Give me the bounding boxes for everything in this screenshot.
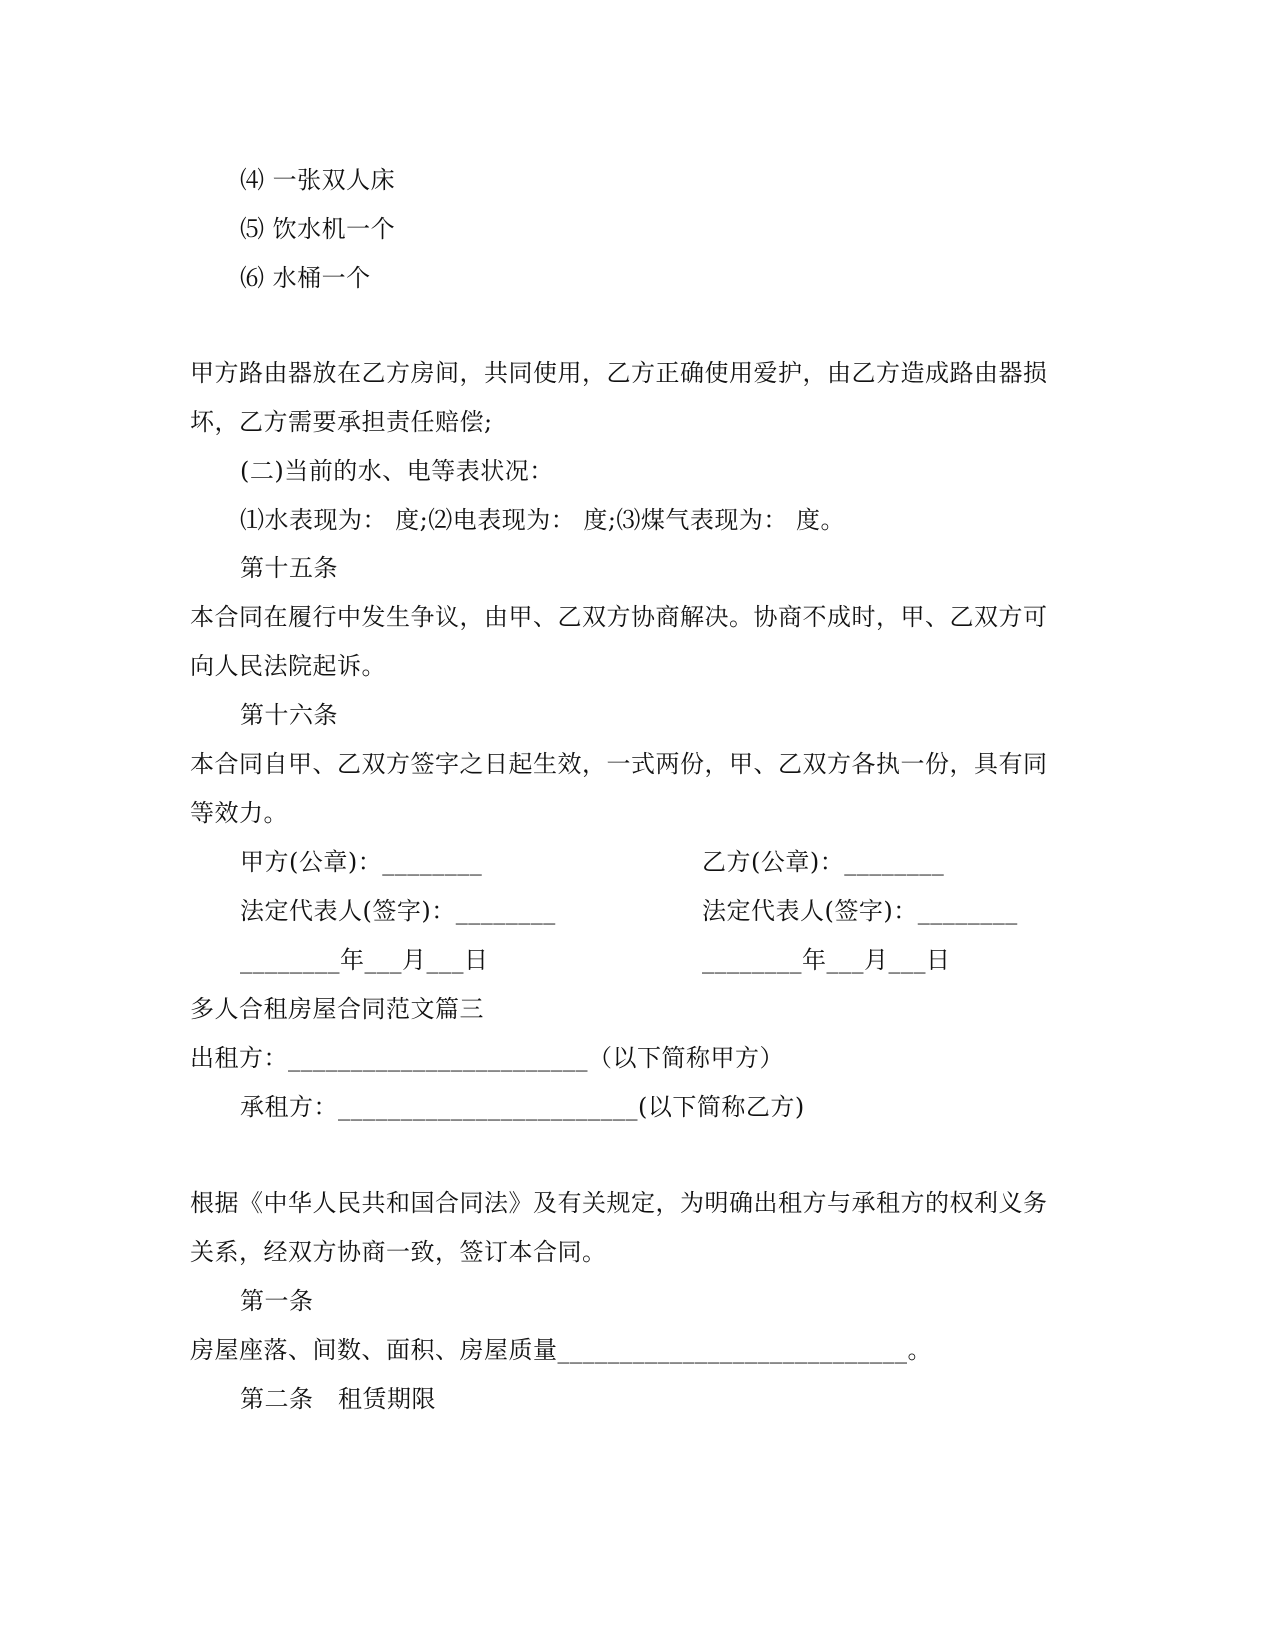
article15-title: 第十五条 xyxy=(240,554,338,582)
lessee-field: 承租方：________________________(以下简称乙方) xyxy=(240,1093,805,1121)
router-clause-line-2: 坏，乙方需要承担责任赔偿; xyxy=(190,408,493,436)
party-b-representative-field: 法定代表人(签字)：________ xyxy=(702,897,1018,925)
article16-title: 第十六条 xyxy=(240,701,338,729)
party-a-seal-field: 甲方(公章)：________ xyxy=(240,848,483,876)
meter-readings: ⑴水表现为： 度;⑵电表现为： 度;⑶煤气表现为： 度。 xyxy=(240,506,846,534)
article1-title: 第一条 xyxy=(240,1287,314,1315)
party-a-date-field: ________年___月___日 xyxy=(240,946,489,974)
lessor-field: 出租方：________________________（以下简称甲方） xyxy=(190,1044,784,1072)
inventory-item-6: ⑹ 水桶一个 xyxy=(240,264,371,292)
inventory-item-5: ⑸ 饮水机一个 xyxy=(240,215,396,243)
party-b-seal-field: 乙方(公章)：________ xyxy=(702,848,945,876)
party-b-date-field: ________年___月___日 xyxy=(702,946,951,974)
article15-line-1: 本合同在履行中发生争议，由甲、乙双方协商解决。协商不成时，甲、乙双方可 xyxy=(190,603,1048,631)
inventory-item-4: ⑷ 一张双人床 xyxy=(240,166,396,194)
article15-line-2: 向人民法院起诉。 xyxy=(190,652,386,680)
router-clause-line-1: 甲方路由器放在乙方房间，共同使用，乙方正确使用爱护，由乙方造成路由器损 xyxy=(190,359,1048,387)
section3-title: 多人合租房屋合同范文篇三 xyxy=(190,995,484,1023)
article16-line-2: 等效力。 xyxy=(190,799,288,827)
meter-heading: (二)当前的水、电等表状况： xyxy=(240,457,554,485)
article16-line-1: 本合同自甲、乙双方签字之日起生效，一式两份，甲、乙双方各执一份，具有同 xyxy=(190,750,1048,778)
article1-text: 房屋座落、间数、面积、房屋质量____________________________。 xyxy=(190,1336,932,1364)
preamble-line-2: 关系，经双方协商一致，签订本合同。 xyxy=(190,1238,607,1266)
party-a-representative-field: 法定代表人(签字)：________ xyxy=(240,897,556,925)
article2-title: 第二条 租赁期限 xyxy=(240,1385,436,1413)
preamble-line-1: 根据《中华人民共和国合同法》及有关规定，为明确出租方与承租方的权利义务 xyxy=(190,1189,1048,1217)
